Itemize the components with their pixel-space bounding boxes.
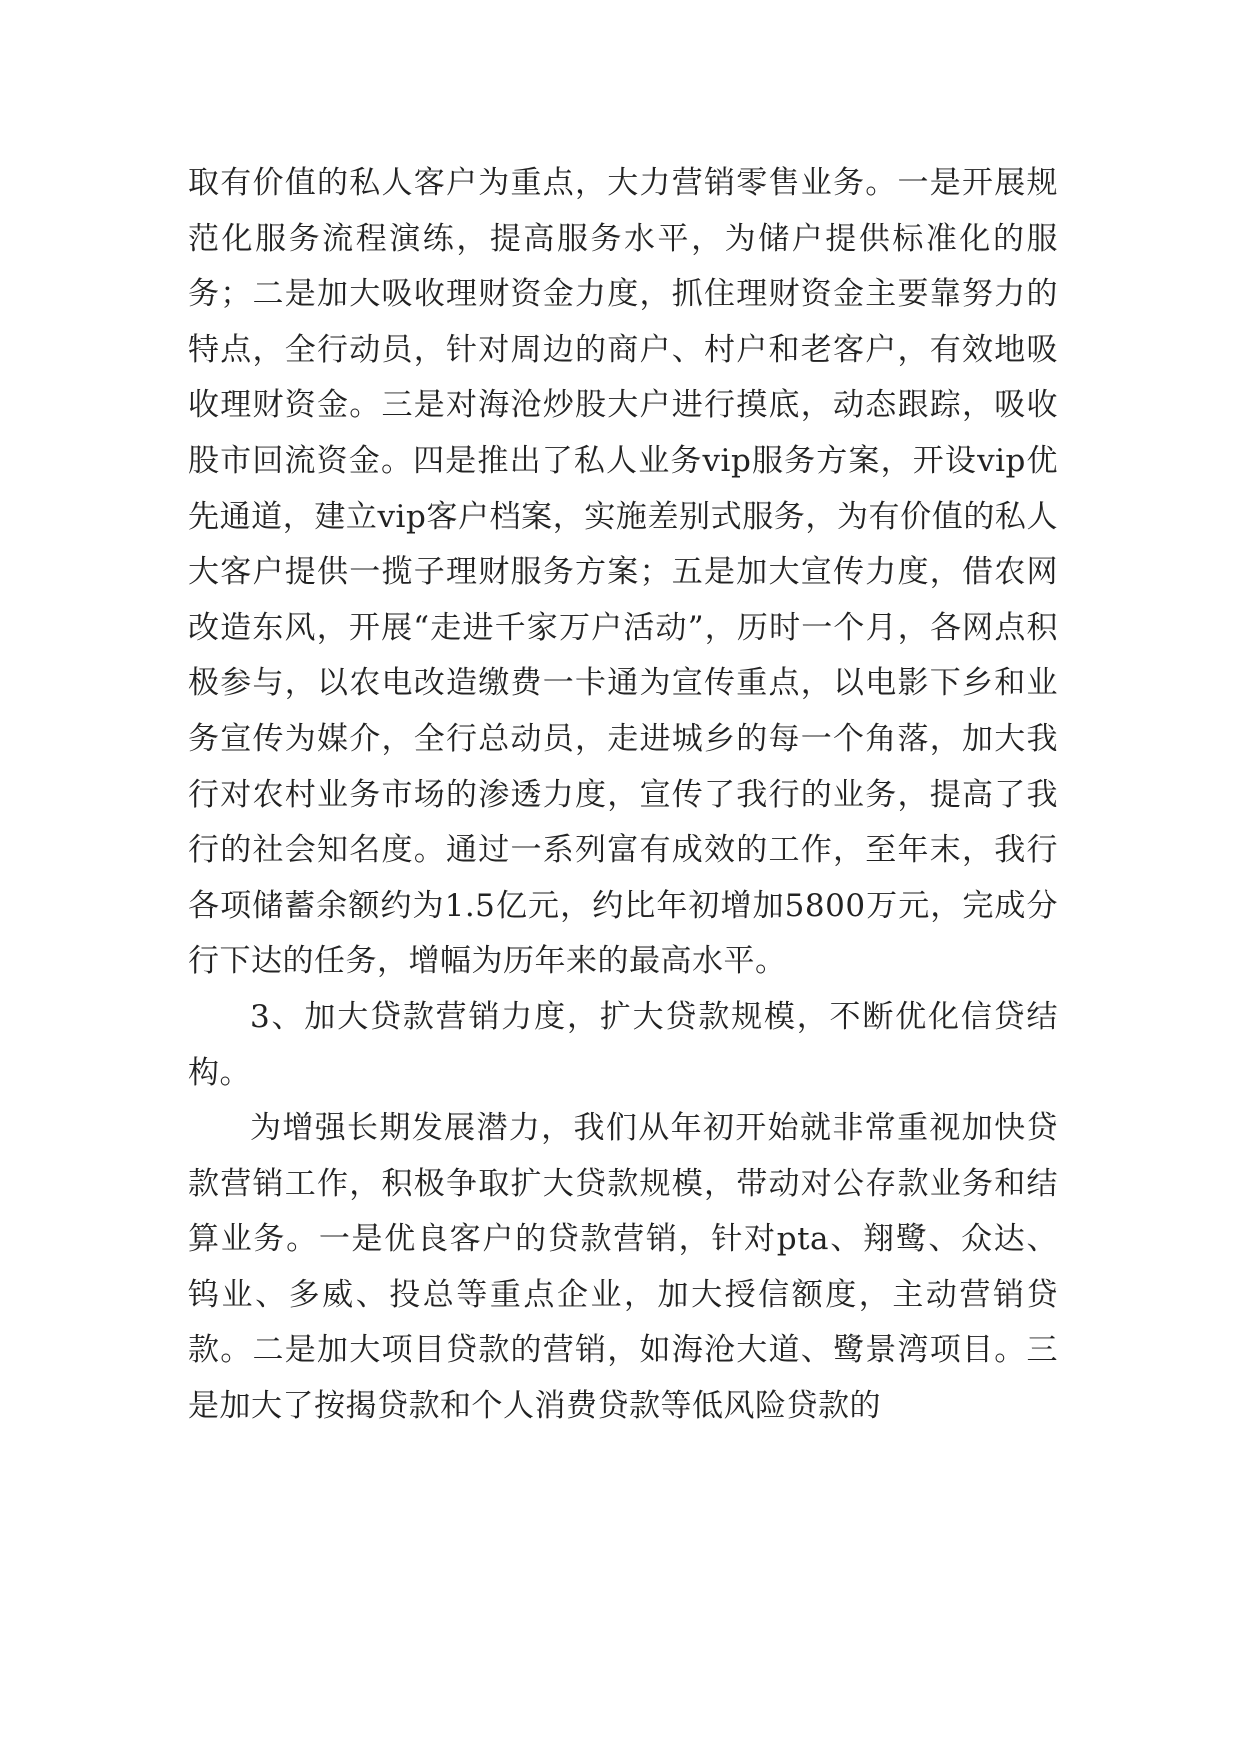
paragraph-loan-heading: 3、加大贷款营销力度，扩大贷款规模，不断优化信贷结构。 [188,998,1058,1091]
paragraph-loan-marketing: 为增强长期发展潜力，我们从年初开始就非常重视加快贷款营销工作，积极争取扩大贷款规模，带动对公存款业务和结算业务。一是优良客户的贷款营销，针对pta、翔鹭、众达、钨业、多威、投总等重点企业，加大授信额度，主动营销贷款。二是加大项目贷款的营销，如海沧大道、鹭景湾项目。三是加大了按揭贷款和个人消费贷款等低风险贷款的 [188,1110,1058,1425]
paragraph-retail-deposits: 取有价值的私人客户为重点，大力营销零售业务。一是开展规范化服务流程演练，提高服务水平，为储户提供标准化的服务；二是加大吸收理财资金力度，抓住理财资金主要靠努力的特点，全行动员，针对周边的商户、村户和老客户，有效地吸收理财资金。三是对海沧炒股大户进行摸底，动态跟踪，吸收股市回流资金。四是推出了私人业务vip服务方案，开设vip优先通道，建立vip客户档案，实施差别式服务，为有价值的私人大客户提供一揽子理财服务方案；五是加大宣传力度，借农网改造东风，开展“走进千家万户活动”，历时一个月，各网点积极参与，以农电改造缴费一卡通为宣传重点，以电影下乡和业务宣传为媒介，全行总动员，走进城乡的每一个角落，加大我行对农村业务市场的渗透力度，宣传了我行的业务，提高了我行的社会知名度。通过一系列富有成效的工作，至年末，我行各项储蓄余额约为1.5亿元，约比年初增加5800万元，完成分行下达的任务，增幅为历年来的最高水平。 [188,165,1058,980]
document-body [188,156,1058,1435]
